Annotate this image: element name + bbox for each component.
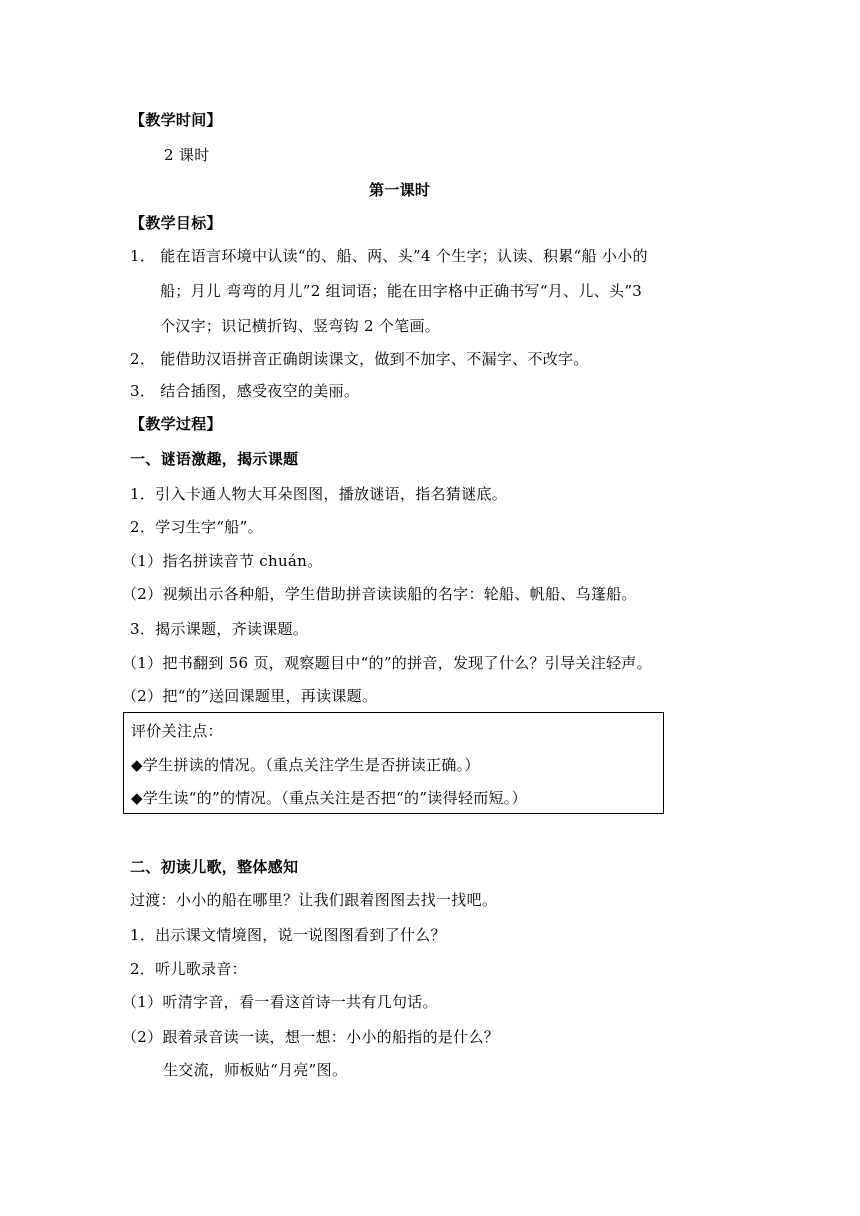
goal-line: 个汉字；识记横折钩、竖弯钩 2 个笔画。 [160,317,441,335]
section1-line: （1）指名拼读音节 chuán。 [122,552,323,570]
section1-line: 3．揭示课题，齐读课题。 [130,620,309,638]
goal-line: 船；月儿 弯弯的月儿”2 组词语；能在田字格中正确书写“月、儿、头”3 [160,282,643,300]
section2-line: 1．出示课文情境图，说一说图图看到了什么？ [130,926,446,944]
goal-line: 3． 结合插图，感受夜空的美丽。 [130,382,360,400]
evaluation-item: ◆学生拼读的情况。（重点关注学生是否拼读正确。） [131,756,480,774]
section1-line: （2）视频出示各种船，学生借助拼音读读船的名字：轮船、帆船、乌篷船。 [122,585,637,603]
section1-line: 2．学习生字“船”。 [130,518,263,536]
section2-line: 2．听儿歌录音： [130,960,247,978]
lesson-title: 第一课时 [369,181,431,199]
section2-line: 过渡：小小的船在哪里？让我们跟着图图去找一找吧。 [130,891,498,909]
process-heading: 【教学过程】 [130,415,222,433]
goal-line: 1． 能在语言环境中认读“的、船、两、头”4 个生字；认读、积累“船 小小的 [130,247,648,265]
section1-line: （1）把书翻到 56 页，观察题目中“的”的拼音，发现了什么？引导关注轻声。 [122,654,652,672]
section2-title: 二、初读儿歌，整体感知 [130,858,299,876]
evaluation-title: 评价关注点： [131,722,223,740]
time-value: 2 课时 [164,146,210,164]
section2-line: 生交流，师板贴“月亮”图。 [163,1061,348,1079]
section1-title: 一、谜语激趣，揭示课题 [130,450,299,468]
section2-line: （2）跟着录音读一读，想一想：小小的船指的是什么？ [122,1028,500,1046]
time-heading: 【教学时间】 [130,111,222,129]
goals-heading: 【教学目标】 [130,214,222,232]
section1-line: （2）把“的”送回课题里，再读课题。 [122,687,378,705]
goal-line: 2． 能借助汉语拼音正确朗读课文，做到不加字、不漏字、不改字。 [130,350,589,368]
evaluation-item: ◆学生读“的”的情况。（重点关注是否把“的”读得轻而短。） [131,789,527,807]
section2-line: （1）听清字音，看一看这首诗一共有几句话。 [122,993,438,1011]
section1-line: 1．引入卡通人物大耳朵图图，播放谜语，指名猜谜底。 [130,485,508,503]
